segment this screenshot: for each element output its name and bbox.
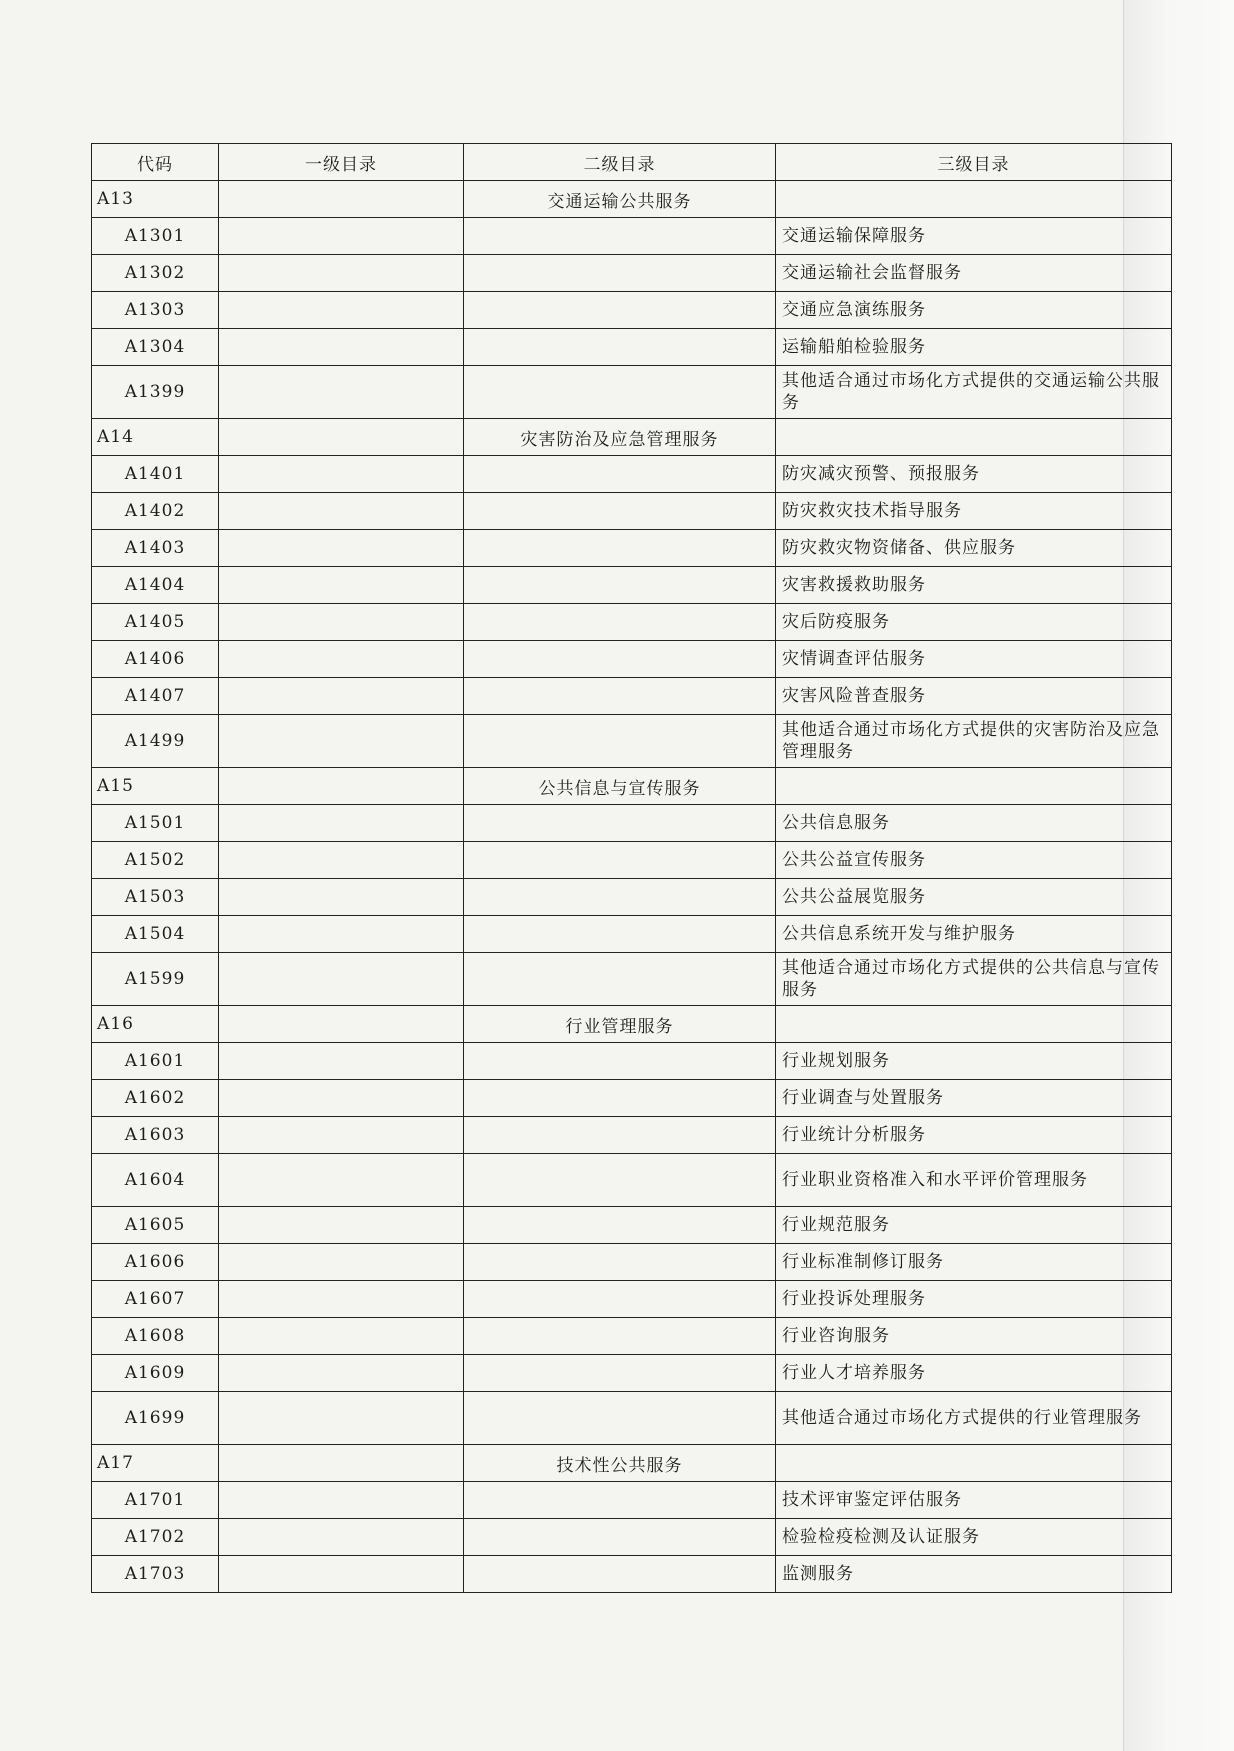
header-level2: 二级目录 <box>464 144 776 181</box>
level1-cell <box>219 1207 464 1244</box>
level2-cell <box>464 1482 776 1519</box>
level1-cell <box>219 1117 464 1154</box>
level1-cell <box>219 768 464 805</box>
group-code: A14 <box>92 419 219 456</box>
table-row <box>92 953 1172 1006</box>
level3-name: 其他适合通过市场化方式提供的灾害防治及应急管理服务 <box>776 715 1172 768</box>
table-row <box>92 1482 1172 1519</box>
level2-cell <box>464 1392 776 1445</box>
table-row <box>92 1117 1172 1154</box>
level1-cell <box>219 1318 464 1355</box>
item-code: A1608 <box>92 1318 219 1355</box>
header-level1: 一级目录 <box>219 144 464 181</box>
item-code: A1405 <box>92 604 219 641</box>
level3-name: 行业调查与处置服务 <box>776 1080 1172 1117</box>
item-code: A1504 <box>92 916 219 953</box>
header-level3: 三级目录 <box>776 144 1172 181</box>
level3-name: 检验检疫检测及认证服务 <box>776 1519 1172 1556</box>
level3-name: 其他适合通过市场化方式提供的行业管理服务 <box>776 1392 1172 1445</box>
level2-cell <box>464 1556 776 1593</box>
table-row <box>92 879 1172 916</box>
table-row <box>92 255 1172 292</box>
level1-cell <box>219 329 464 366</box>
item-code: A1304 <box>92 329 219 366</box>
level1-cell <box>219 567 464 604</box>
level1-cell <box>219 1482 464 1519</box>
header-row <box>92 144 1172 181</box>
level2-cell <box>464 879 776 916</box>
table-row <box>92 329 1172 366</box>
level2-name: 交通运输公共服务 <box>464 181 776 218</box>
level1-cell <box>219 805 464 842</box>
group-code: A17 <box>92 1445 219 1482</box>
level2-cell <box>464 678 776 715</box>
level1-cell <box>219 1445 464 1482</box>
level2-cell <box>464 715 776 768</box>
header-code: 代码 <box>92 144 219 181</box>
table-row <box>92 1355 1172 1392</box>
level2-name: 公共信息与宣传服务 <box>464 768 776 805</box>
table-row <box>92 1080 1172 1117</box>
level1-cell <box>219 1355 464 1392</box>
table-row <box>92 1207 1172 1244</box>
level1-cell <box>219 218 464 255</box>
level2-cell <box>464 1519 776 1556</box>
level3-name: 行业统计分析服务 <box>776 1117 1172 1154</box>
group-row <box>92 1006 1172 1043</box>
table-row <box>92 1556 1172 1593</box>
table-row <box>92 842 1172 879</box>
level3-name: 行业规划服务 <box>776 1043 1172 1080</box>
item-code: A1703 <box>92 1556 219 1593</box>
table-body <box>92 181 1172 1593</box>
table-row <box>92 916 1172 953</box>
level2-cell <box>464 1043 776 1080</box>
item-code: A1406 <box>92 641 219 678</box>
item-code: A1499 <box>92 715 219 768</box>
level1-cell <box>219 715 464 768</box>
level2-cell <box>464 456 776 493</box>
level3-name: 防灾救灾物资储备、供应服务 <box>776 530 1172 567</box>
level2-cell <box>464 255 776 292</box>
group-row <box>92 1445 1172 1482</box>
table-header <box>92 144 1172 181</box>
level1-cell <box>219 181 464 218</box>
level2-cell <box>464 916 776 953</box>
group-row <box>92 419 1172 456</box>
table-row <box>92 1318 1172 1355</box>
level1-cell <box>219 366 464 419</box>
group-code: A13 <box>92 181 219 218</box>
item-code: A1603 <box>92 1117 219 1154</box>
level3-name: 其他适合通过市场化方式提供的公共信息与宣传服务 <box>776 953 1172 1006</box>
item-code: A1609 <box>92 1355 219 1392</box>
table-row <box>92 530 1172 567</box>
level1-cell <box>219 530 464 567</box>
level1-cell <box>219 641 464 678</box>
table-row <box>92 805 1172 842</box>
item-code: A1602 <box>92 1080 219 1117</box>
item-code: A1699 <box>92 1392 219 1445</box>
level3-name: 行业投诉处理服务 <box>776 1281 1172 1318</box>
level2-cell <box>464 1207 776 1244</box>
item-code: A1402 <box>92 493 219 530</box>
item-code: A1599 <box>92 953 219 1006</box>
level2-name: 技术性公共服务 <box>464 1445 776 1482</box>
table-row <box>92 493 1172 530</box>
item-code: A1407 <box>92 678 219 715</box>
level3-name: 公共公益宣传服务 <box>776 842 1172 879</box>
level1-cell <box>219 255 464 292</box>
level1-cell <box>219 604 464 641</box>
level3-name: 行业人才培养服务 <box>776 1355 1172 1392</box>
level2-cell <box>464 530 776 567</box>
level1-cell <box>219 419 464 456</box>
item-code: A1303 <box>92 292 219 329</box>
level2-name: 行业管理服务 <box>464 1006 776 1043</box>
item-code: A1403 <box>92 530 219 567</box>
level1-cell <box>219 1154 464 1207</box>
table-row <box>92 1244 1172 1281</box>
item-code: A1404 <box>92 567 219 604</box>
table-row <box>92 218 1172 255</box>
level2-cell <box>464 1154 776 1207</box>
group-code: A16 <box>92 1006 219 1043</box>
item-code: A1502 <box>92 842 219 879</box>
level3-name: 防灾减灾预警、预报服务 <box>776 456 1172 493</box>
level1-cell <box>219 292 464 329</box>
item-code: A1399 <box>92 366 219 419</box>
table-row <box>92 1392 1172 1445</box>
level3-name: 行业标准制修订服务 <box>776 1244 1172 1281</box>
table-row <box>92 366 1172 419</box>
level3-name: 行业咨询服务 <box>776 1318 1172 1355</box>
item-code: A1302 <box>92 255 219 292</box>
level2-cell <box>464 953 776 1006</box>
level2-name: 灾害防治及应急管理服务 <box>464 419 776 456</box>
item-code: A1601 <box>92 1043 219 1080</box>
level1-cell <box>219 879 464 916</box>
level2-cell <box>464 218 776 255</box>
table-row <box>92 1281 1172 1318</box>
item-code: A1607 <box>92 1281 219 1318</box>
level1-cell <box>219 953 464 1006</box>
level3-name: 交通运输保障服务 <box>776 218 1172 255</box>
item-code: A1501 <box>92 805 219 842</box>
level1-cell <box>219 1043 464 1080</box>
level2-cell <box>464 567 776 604</box>
level2-cell <box>464 366 776 419</box>
level1-cell <box>219 1392 464 1445</box>
group-code: A15 <box>92 768 219 805</box>
item-code: A1701 <box>92 1482 219 1519</box>
level1-cell <box>219 916 464 953</box>
level3-name: 防灾救灾技术指导服务 <box>776 493 1172 530</box>
item-code: A1606 <box>92 1244 219 1281</box>
item-code: A1301 <box>92 218 219 255</box>
level3-name: 公共公益展览服务 <box>776 879 1172 916</box>
table-row <box>92 1043 1172 1080</box>
level1-cell <box>219 1244 464 1281</box>
level1-cell <box>219 1006 464 1043</box>
level3-cell <box>776 1445 1172 1482</box>
level3-name: 监测服务 <box>776 1556 1172 1593</box>
item-code: A1401 <box>92 456 219 493</box>
level3-name: 交通运输社会监督服务 <box>776 255 1172 292</box>
level3-name: 其他适合通过市场化方式提供的交通运输公共服务 <box>776 366 1172 419</box>
level1-cell <box>219 1519 464 1556</box>
level3-name: 灾后防疫服务 <box>776 604 1172 641</box>
table-row <box>92 1154 1172 1207</box>
level3-cell <box>776 419 1172 456</box>
level3-name: 技术评审鉴定评估服务 <box>776 1482 1172 1519</box>
level1-cell <box>219 1080 464 1117</box>
level1-cell <box>219 678 464 715</box>
level2-cell <box>464 641 776 678</box>
table-row <box>92 292 1172 329</box>
level2-cell <box>464 1281 776 1318</box>
level2-cell <box>464 493 776 530</box>
level2-cell <box>464 329 776 366</box>
level3-name: 灾害救援救助服务 <box>776 567 1172 604</box>
level3-name: 公共信息服务 <box>776 805 1172 842</box>
level3-cell <box>776 1006 1172 1043</box>
level1-cell <box>219 493 464 530</box>
level2-cell <box>464 1355 776 1392</box>
level3-name: 灾情调查评估服务 <box>776 641 1172 678</box>
level1-cell <box>219 842 464 879</box>
item-code: A1604 <box>92 1154 219 1207</box>
level2-cell <box>464 1117 776 1154</box>
table-row <box>92 641 1172 678</box>
level2-cell <box>464 292 776 329</box>
level3-name: 行业规范服务 <box>776 1207 1172 1244</box>
level2-cell <box>464 1244 776 1281</box>
level2-cell <box>464 1318 776 1355</box>
table-row <box>92 456 1172 493</box>
level3-name: 灾害风险普查服务 <box>776 678 1172 715</box>
table-row <box>92 567 1172 604</box>
level1-cell <box>219 1556 464 1593</box>
item-code: A1605 <box>92 1207 219 1244</box>
level3-name: 运输船舶检验服务 <box>776 329 1172 366</box>
table-row <box>92 678 1172 715</box>
group-row <box>92 768 1172 805</box>
level3-cell <box>776 181 1172 218</box>
table-row <box>92 1519 1172 1556</box>
level3-name: 行业职业资格准入和水平评价管理服务 <box>776 1154 1172 1207</box>
level2-cell <box>464 842 776 879</box>
item-code: A1503 <box>92 879 219 916</box>
level2-cell <box>464 1080 776 1117</box>
level1-cell <box>219 1281 464 1318</box>
level2-cell <box>464 805 776 842</box>
item-code: A1702 <box>92 1519 219 1556</box>
group-row <box>92 181 1172 218</box>
catalog-table <box>91 143 1172 1593</box>
level2-cell <box>464 604 776 641</box>
table-row <box>92 604 1172 641</box>
level3-cell <box>776 768 1172 805</box>
level1-cell <box>219 456 464 493</box>
table-row <box>92 715 1172 768</box>
level3-name: 交通应急演练服务 <box>776 292 1172 329</box>
level3-name: 公共信息系统开发与维护服务 <box>776 916 1172 953</box>
